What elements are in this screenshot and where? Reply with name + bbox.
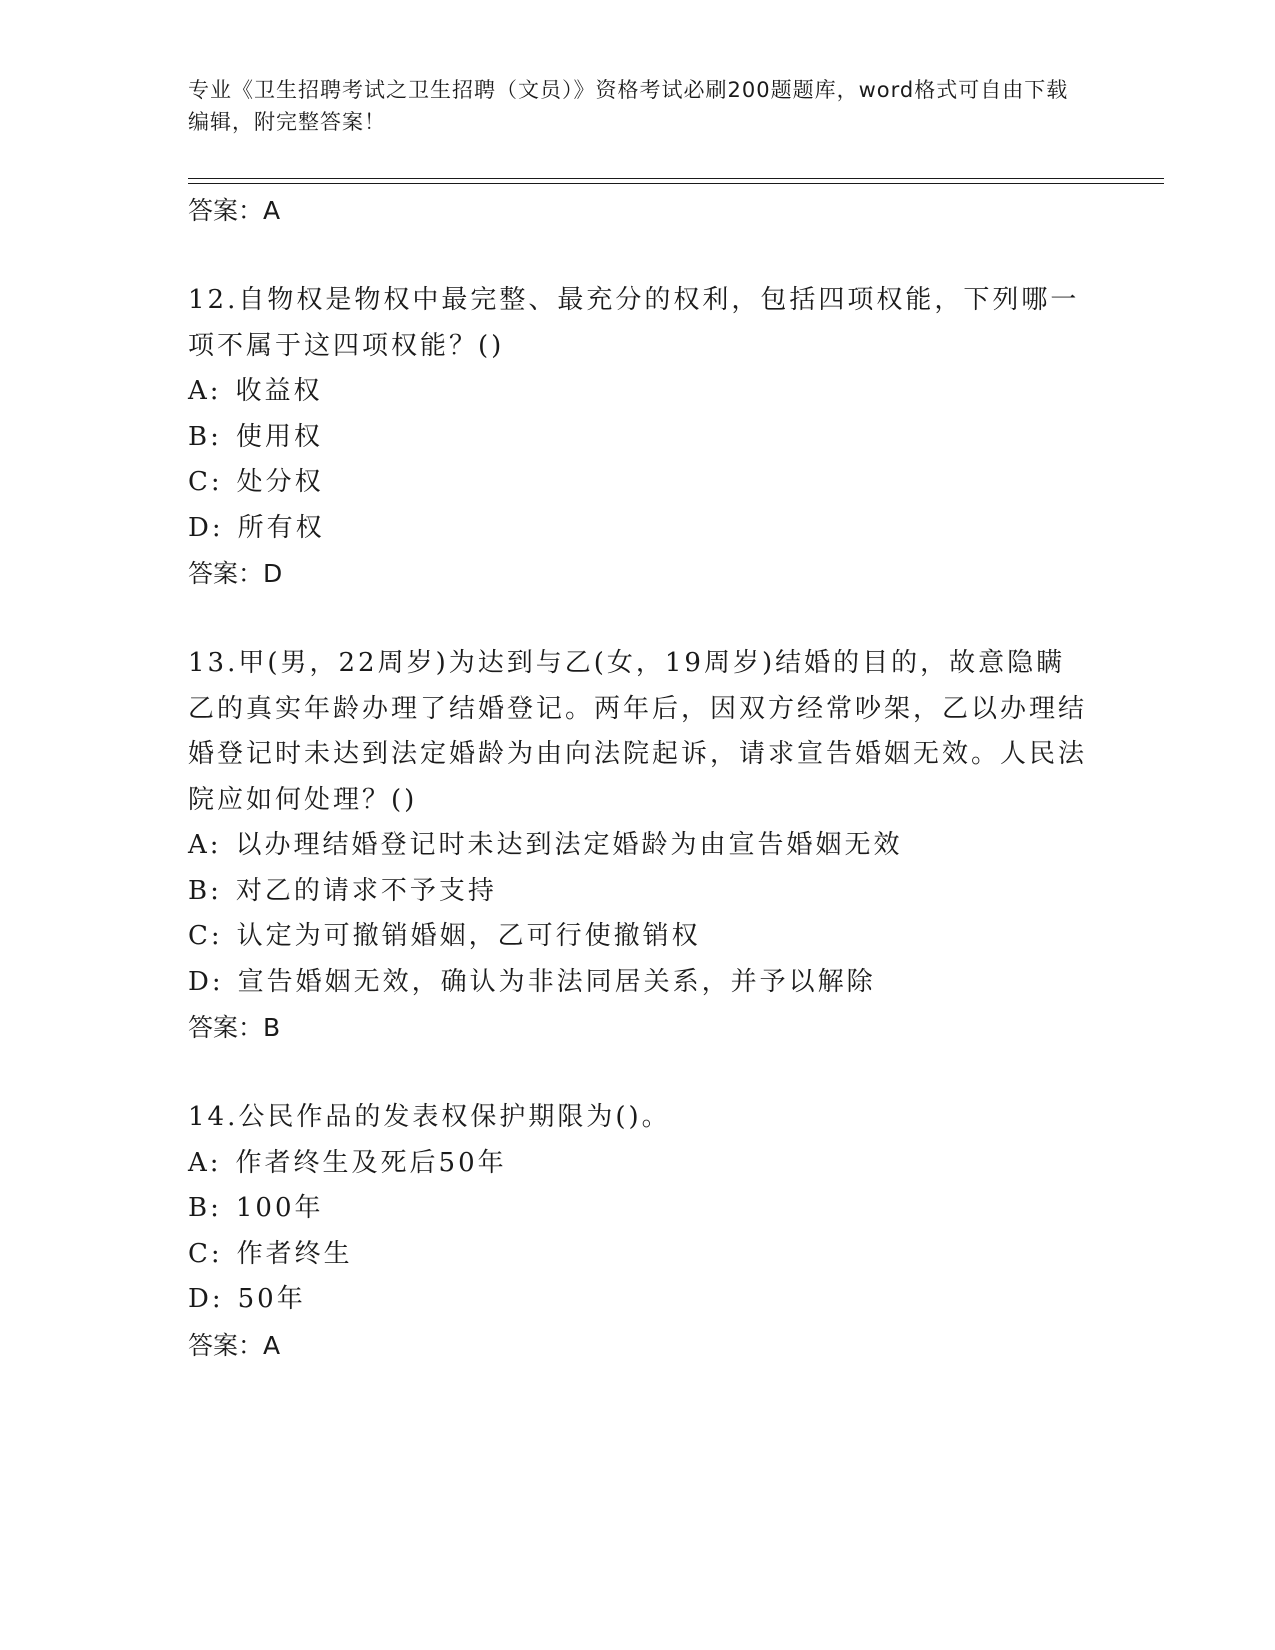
header-divider-top [188,178,1164,179]
option-text: 以办理结婚登记时未达到法定婚龄为由宣告婚姻无效 [235,830,903,860]
option-label: B: [188,875,222,906]
question-stem: 14.公民作品的发表权保护期限为()。 [188,1102,671,1132]
option-label: C: [188,1238,223,1269]
answer-line: 答案：B [188,1013,281,1042]
option-a [188,1141,1088,1187]
answer-line: 答案：D [188,559,283,588]
answer-line: 答案：A [188,196,281,225]
option-a [188,369,1088,415]
answer-line: 答案：A [188,1330,281,1360]
option-label: D: [188,512,224,543]
option-text: 处分权 [236,467,324,497]
option-label: A: [188,1147,222,1178]
option-label: B: [188,1193,222,1223]
option-label: C: [188,467,223,497]
option-text: 作者终生及死后50年 [235,1147,507,1178]
option-text: 认定为可撤销婚姻，乙可行使撤销权 [236,921,701,951]
question-13 [188,641,1088,1051]
option-label: D: [188,1284,224,1314]
option-a [188,823,1088,869]
option-d [188,960,1088,1006]
option-label: A: [188,830,222,860]
option-label: A: [188,376,222,406]
option-b [188,415,1088,461]
option-text: 作者终生 [236,1238,353,1269]
option-c [188,914,1088,960]
option-text: 收益权 [235,376,323,406]
question-14 [188,1095,1088,1369]
question-12 [188,278,1088,597]
option-label: D: [188,966,224,997]
option-text: 50年 [237,1284,306,1314]
page-header: 专业《卫生招聘考试之卫生招聘（文员）》资格考试必刷200题题库，word格式可自由下载编辑，附完整答案！ [188,78,1069,134]
option-text: 所有权 [237,512,325,543]
option-c [188,1232,1088,1278]
option-label: B: [188,421,222,452]
question-stem: 12.自物权是物权中最完整、最充分的权利，包括四项权能，下列哪一项不属于这四项权能？() [188,285,1080,361]
option-label: C: [188,921,223,951]
header-divider-bottom [188,183,1164,184]
option-text: 对乙的请求不予支持 [235,875,497,906]
option-b [188,1186,1088,1232]
document-body [188,188,1088,1369]
option-text: 宣告婚姻无效，确认为非法同居关系，并予以解除 [237,966,876,997]
option-text: 使用权 [235,421,323,452]
option-b [188,869,1088,915]
question-stem: 13.甲(男，22周岁)为达到与乙(女，19周岁)结婚的目的，故意隐瞒乙的真实年龄办理了结婚登记。两年后，因双方经常吵架，乙以办理结婚登记时未达到法定婚龄为由向法院起诉，请求宣告婚姻无效。人民法院应如何处理？() [188,648,1088,815]
option-c [188,460,1088,506]
option-d [188,506,1088,552]
option-text: 100年 [235,1193,324,1223]
option-d [188,1277,1088,1323]
